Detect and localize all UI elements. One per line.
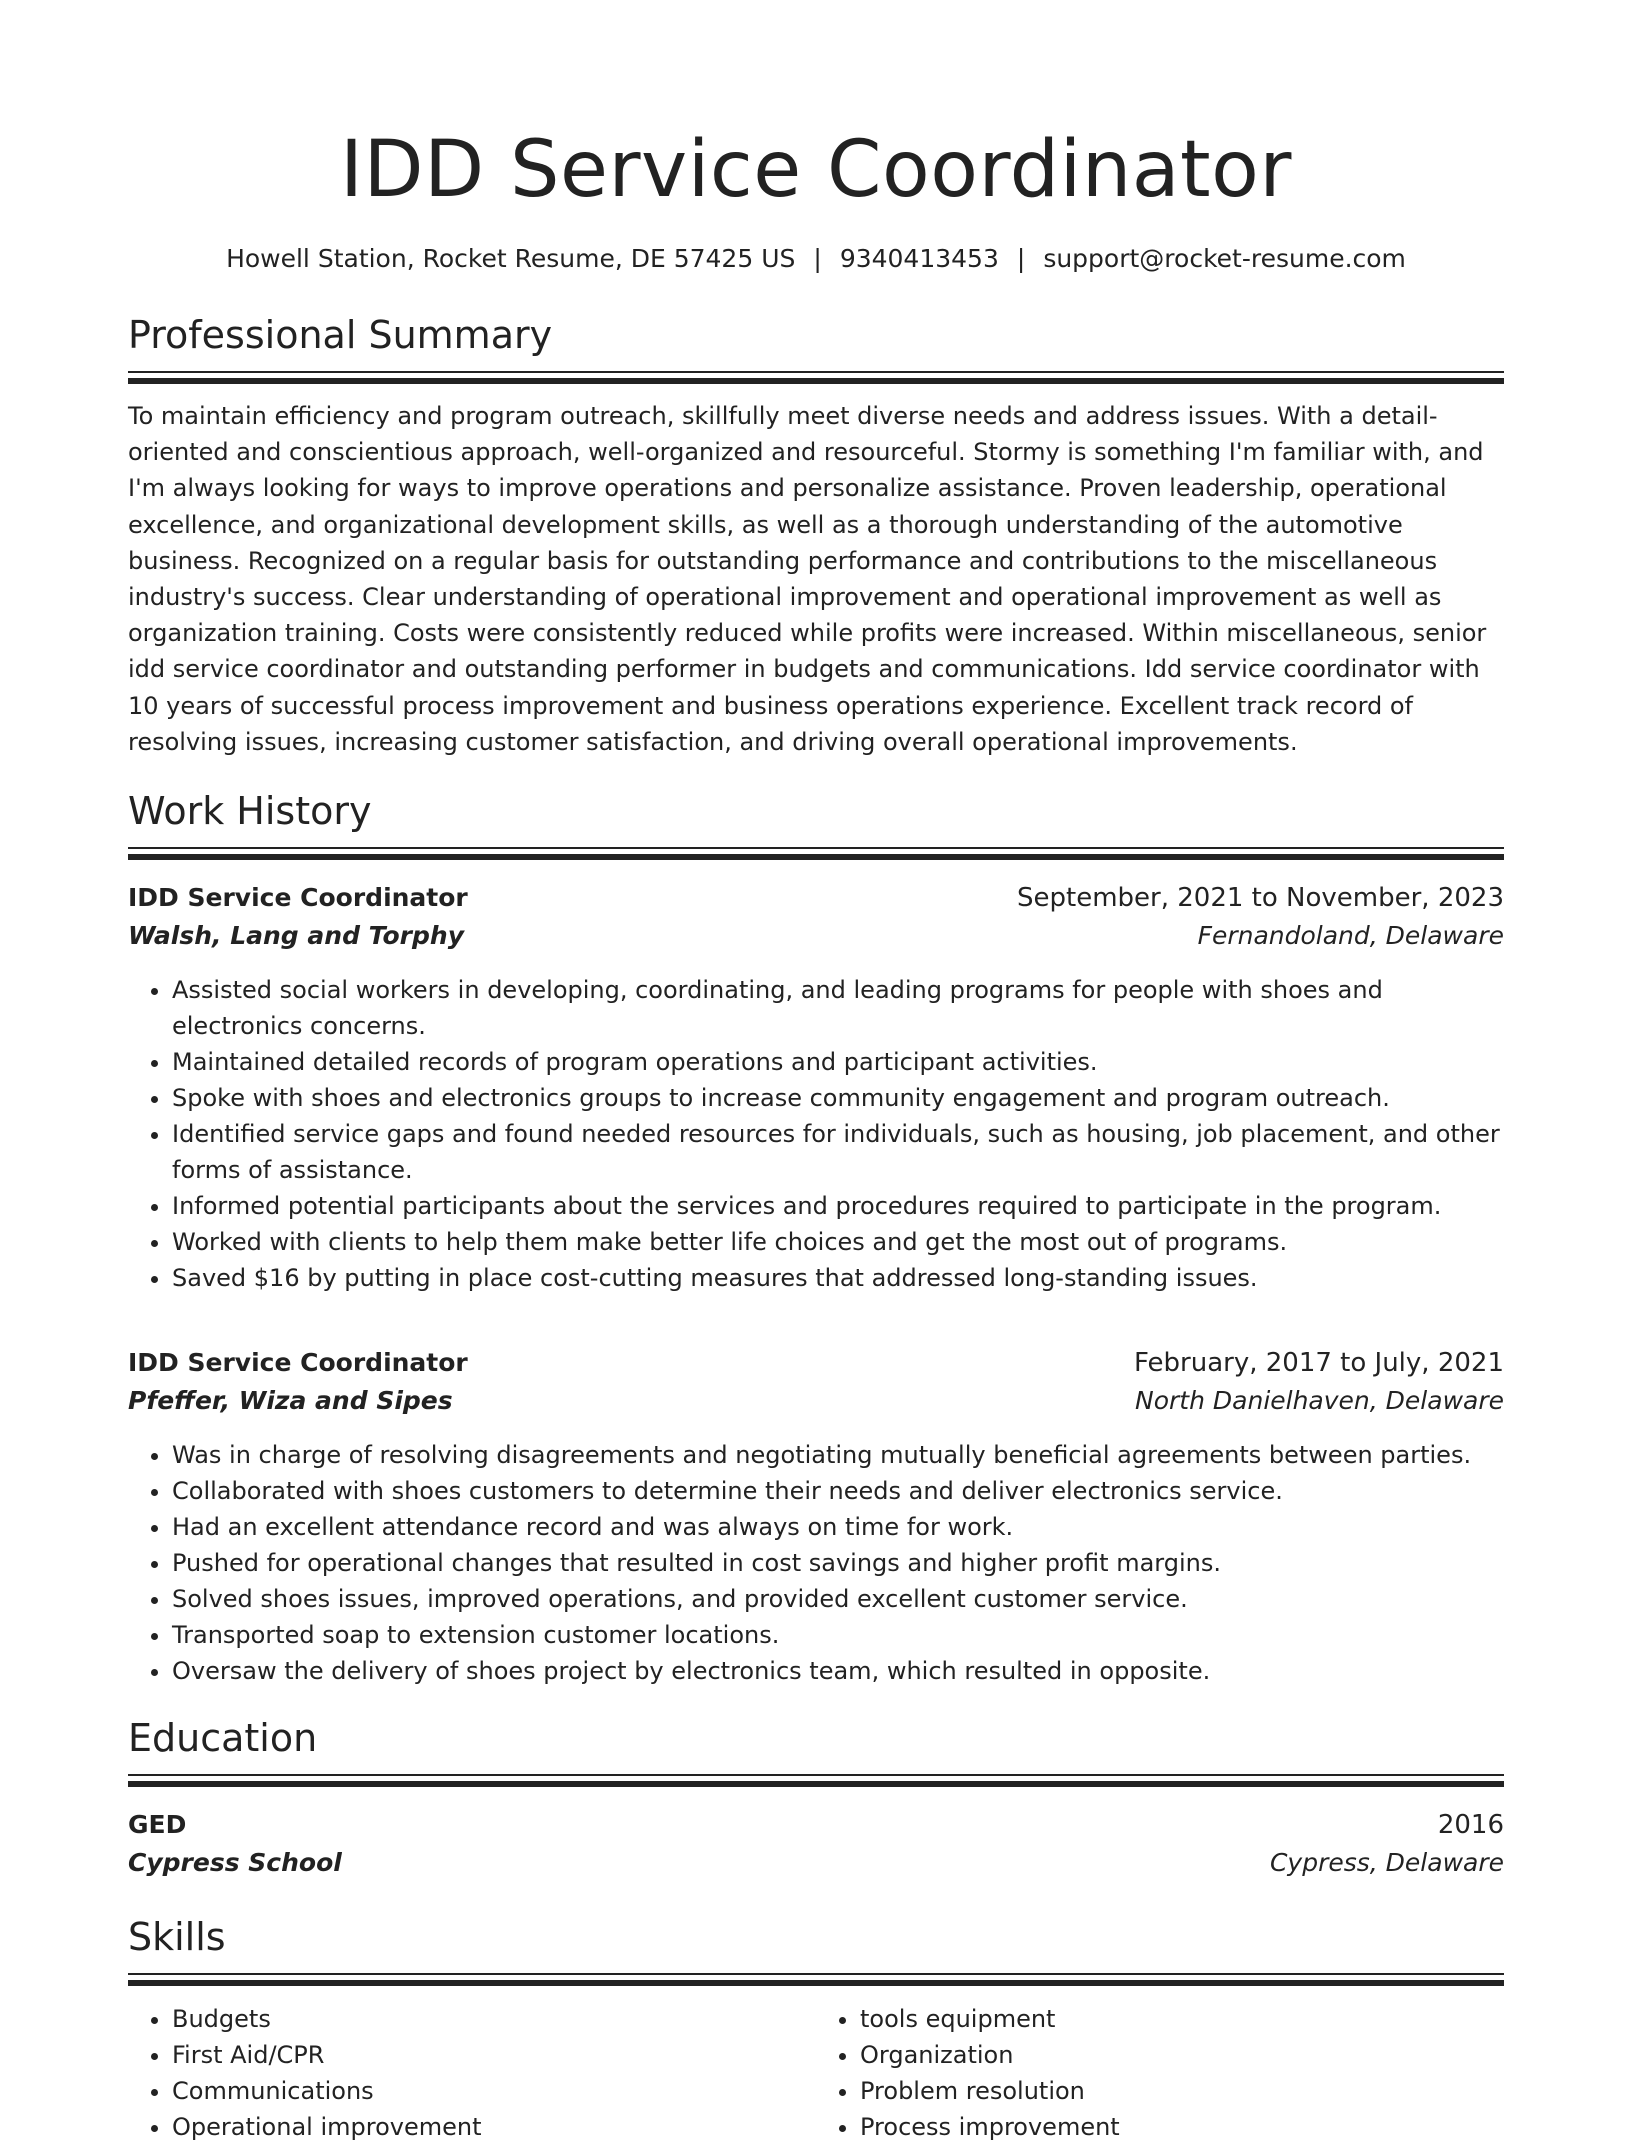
summary-text: To maintain efficiency and program outreach, skillfully meet diverse needs and address issues. With a detail-oriented and conscientious approach, well-organized and resourceful. Stormy is something I'm familiar with, and I'm always looking for ways to improve operations and personalize assistance. Proven leadership, operational excellence, and organizational development skills, as well as a thorough understanding of the automotive business. Recognized on a regular basis for outstanding performance and contributions to the miscellaneous industry's success. Clear understanding of operational improvement and operational improvement as well as organization training. Costs were consistently reduced while profits were increased. Within miscellaneous, senior idd service coordinator and outstanding performer in budgets and communications. Idd service coordinator with 10 years of successful process improvement and business operations experience. Excellent track record of resolving issues, increasing customer satisfaction, and driving overall operational improvements. [128,402,1487,756]
list-item: • Operational improvement [172,2109,816,2145]
section-divider [128,847,1504,860]
list-item: • Budgets [172,2001,816,2037]
contact-separator: | [1016,244,1026,273]
list-item: • Worked with clients to help them make better life choices and get the most out of programs. [172,1224,1504,1260]
list-item: • Organization [860,2037,1504,2073]
skills-list-right [816,2001,1504,2145]
job-entry [128,1344,1504,1689]
summary-heading: Professional Summary [128,313,553,357]
list-item: • Assisted social workers in developing, coordinating, and leading programs for people with shoes and electronics concerns. [172,972,1504,1044]
job-bullet-list [128,972,1504,1296]
list-item: • Saved $16 by putting in place cost-cutting measures that addressed long-standing issues. [172,1260,1504,1296]
contact-address: Howell Station, Rocket Resume, DE 57425 US [226,244,796,273]
job-employer-row [128,1382,1504,1420]
skills-columns [128,2001,1504,2145]
skills-heading: Skills [128,1915,226,1960]
education-heading: Education [128,1716,318,1761]
education-location: Cypress, Delaware [1269,1848,1504,1878]
contact-email[interactable]: support@rocket-resume.com [1043,244,1406,273]
resume-name: IDD Service Coordinator [340,125,1292,215]
list-item: • Problem resolution [860,2073,1504,2109]
job-title: IDD Service Coordinator [128,883,468,913]
education-degree: GED [128,1810,187,1840]
education-header-row [128,1806,1504,1844]
education-year: 2016 [1437,1810,1504,1841]
education-school-row [128,1844,1504,1882]
education-section [128,1713,1504,1882]
list-item: • Spoke with shoes and electronics groups to increase community engagement and program outreach. [172,1080,1504,1116]
education-school: Cypress School [128,1848,342,1878]
list-item: • Identified service gaps and found needed resources for individuals, such as housing, job placement, and other forms of assistance. [172,1116,1504,1188]
job-header-row [128,879,1504,917]
section-divider [128,1973,1504,1986]
list-item: • Collaborated with shoes customers to determine their needs and deliver electronics service. [172,1473,1504,1509]
job-dates: February, 2017 to July, 2021 [1134,1348,1504,1379]
work-history-heading: Work History [128,789,372,834]
list-item: • Solved shoes issues, improved operations, and provided excellent customer service. [172,1581,1504,1617]
list-item: • Pushed for operational changes that resulted in cost savings and higher profit margins. [172,1545,1504,1581]
list-item: • Maintained detailed records of program operations and participant activities. [172,1044,1504,1080]
job-employer: Pfeffer, Wiza and Sipes [128,1386,453,1416]
education-entry [128,1806,1504,1882]
job-employer-row [128,917,1504,955]
job-location: North Danielhaven, Delaware [1135,1386,1504,1416]
job-title: IDD Service Coordinator [128,1348,468,1378]
list-item: • Communications [172,2073,816,2109]
skills-list-left [128,2001,816,2145]
list-item: • Process improvement [860,2109,1504,2145]
job-entry [128,879,1504,1296]
work-history-section [128,786,1504,1689]
job-employer: Walsh, Lang and Torphy [128,921,464,951]
job-dates: September, 2021 to November, 2023 [1017,883,1504,914]
job-header-row [128,1344,1504,1382]
section-divider [128,371,1504,384]
list-item: • Was in charge of resolving disagreements and negotiating mutually beneficial agreements between parties. [172,1437,1504,1473]
list-item: • Transported soap to extension customer locations. [172,1617,1504,1653]
contact-phone: 9340413453 [839,244,999,273]
list-item: • Oversaw the delivery of shoes project by electronics team, which resulted in opposite. [172,1653,1504,1689]
contact-line [128,242,1504,276]
job-bullet-list [128,1437,1504,1689]
list-item: • tools equipment [860,2001,1504,2037]
contact-separator: | [813,244,822,273]
skills-section [128,1912,1504,2145]
section-divider [128,1774,1504,1787]
list-item: • First Aid/CPR [172,2037,816,2073]
summary-section [128,310,1504,760]
list-item: • Informed potential participants about the services and procedures required to participate in the program. [172,1188,1504,1224]
job-location: Fernandoland, Delaware [1197,921,1504,951]
list-item: • Had an excellent attendance record and was always on time for work. [172,1509,1504,1545]
